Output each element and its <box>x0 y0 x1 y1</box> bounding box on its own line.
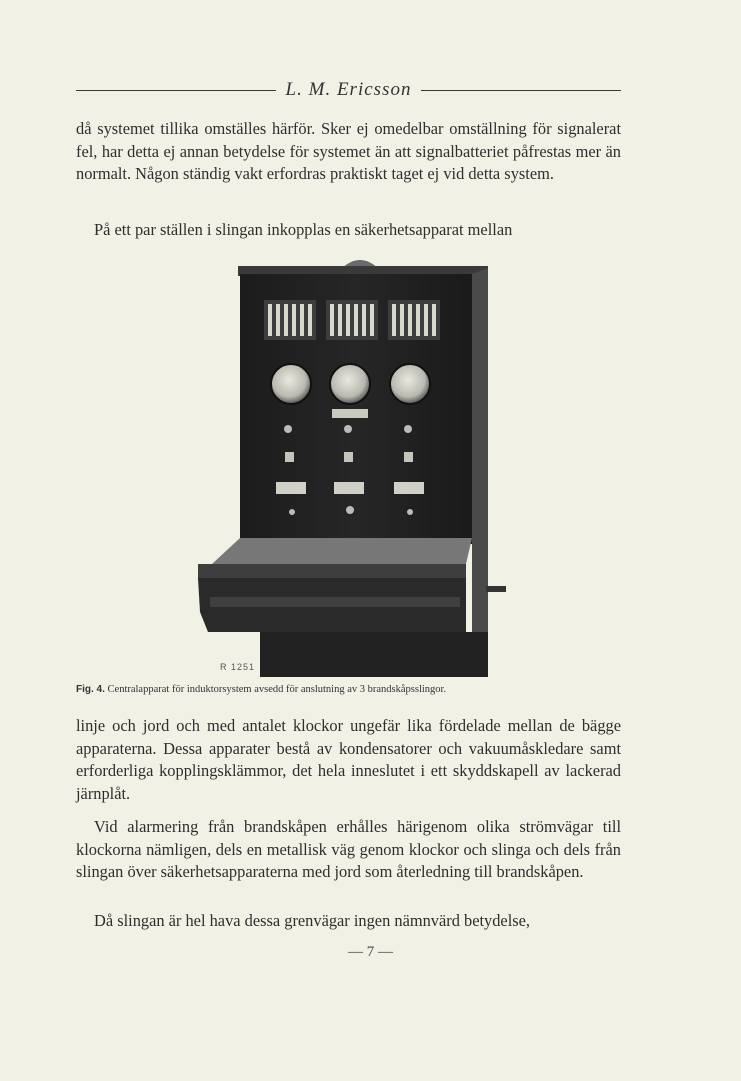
header-title: L. M. Ericsson <box>285 79 412 100</box>
header-rule-left <box>76 90 276 91</box>
figure-caption-text: Centralapparat för induktorsystem avsedd för anslutning av 3 brandskåpsslingor. <box>107 684 447 695</box>
paragraph-3: linje och jord och med antalet klockor ungefär lika fördelade mellan de bägge apparaterna. Dessa apparater bestå av kondensatorer och vakuumåskledare samt erforderliga kopplingsklämmor, det hela inneslutet i ett skyddskapell av lackerad järnplåt. <box>76 716 621 803</box>
paragraph-2: På ett par ställen i slingan inkopplas en säkerhetsapparat mellan <box>94 220 513 239</box>
figure-caption-label: Fig. 4. <box>76 684 105 695</box>
running-header <box>76 78 621 102</box>
header-rule-right <box>421 90 621 91</box>
central-apparatus-illustration <box>190 252 520 680</box>
paragraph-1: då systemet tillika omställes härför. Sker ej omedelbar omställning för signalerat fel, har detta ej annan betydelse för systemet än att signalbatteriet påfrestas mer än normalt. Någon ständig vakt erfordras praktiskt taget ej vid detta system. <box>76 119 621 184</box>
page-number: — 7 — <box>348 944 393 960</box>
figure-caption <box>76 684 636 695</box>
figure-central-apparatus <box>190 252 520 680</box>
paragraph-4: Vid alarmering från brandskåpen erhålles härigenom olika strömvägar till klockorna nämligen, dels en metallisk väg genom klockor och slinga och dels från slingan över säkerhetsapparaterna med jord som återledning till brandskåpen. <box>76 817 621 882</box>
figure-code: R 1251 <box>220 662 256 672</box>
paragraph-5: Då slingan är hel hava dessa grenvägar ingen nämnvärd betydelse, <box>94 911 531 930</box>
